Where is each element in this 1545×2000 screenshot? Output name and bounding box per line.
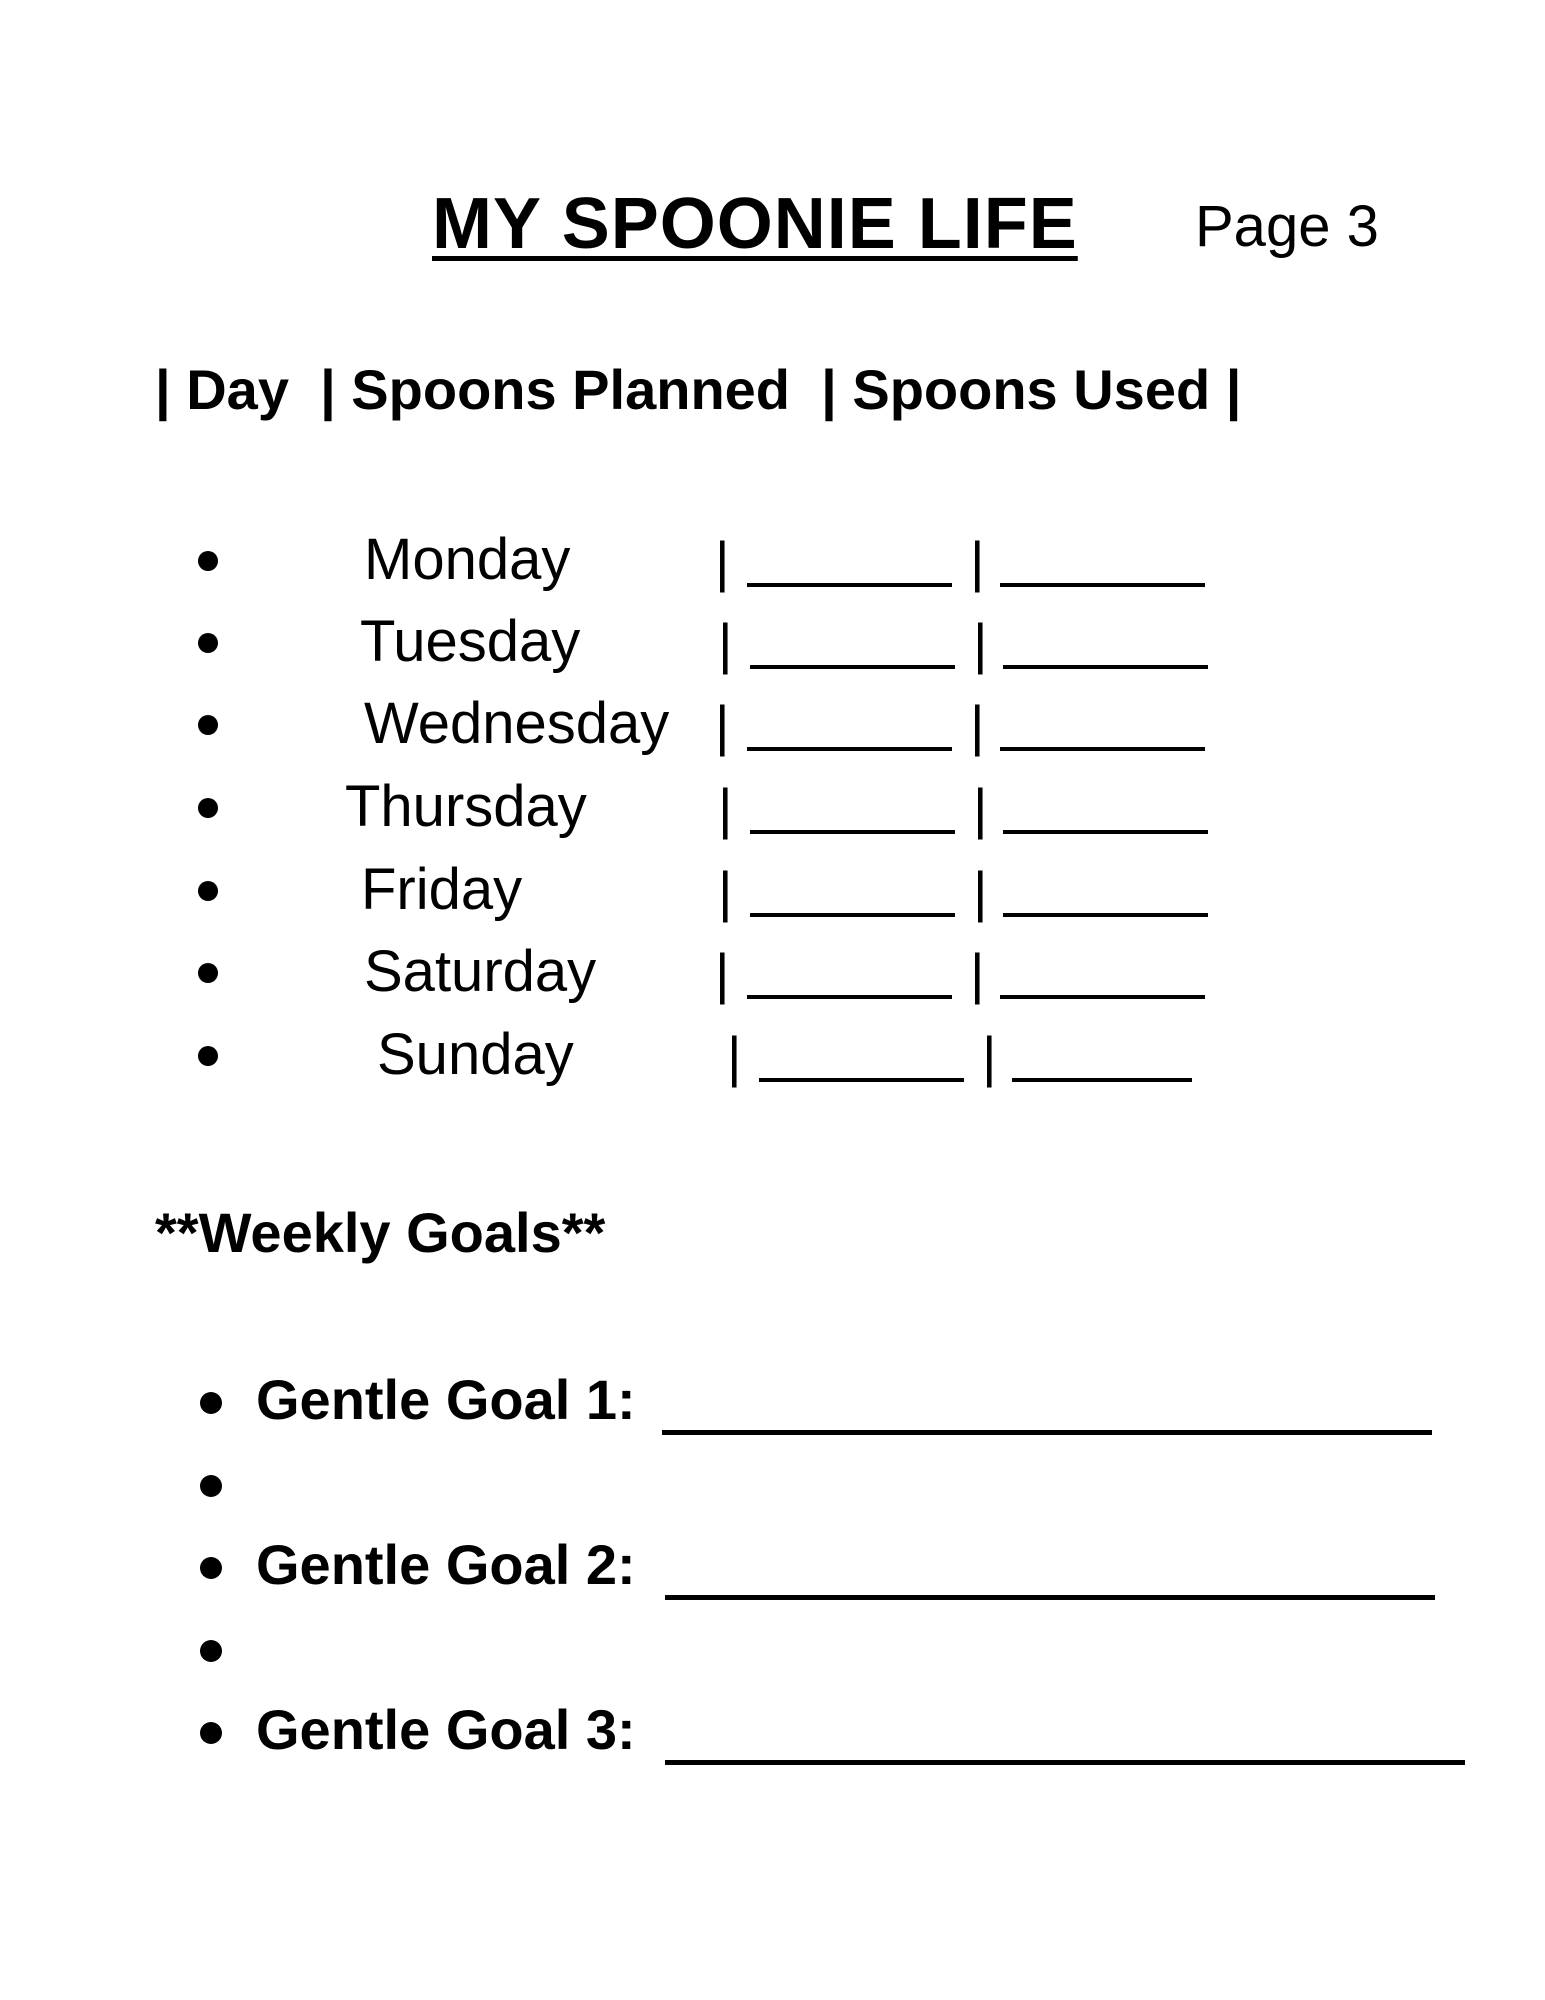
bullet-icon <box>200 1640 222 1662</box>
spoons-used-blank[interactable] <box>1000 747 1205 751</box>
spoons-used-blank[interactable] <box>1000 583 1205 587</box>
bullet-icon <box>198 633 218 653</box>
day-name: Thursday <box>345 774 587 839</box>
column-separator: | <box>727 1025 742 1088</box>
bullet-icon <box>200 1722 222 1744</box>
spoons-planned-blank[interactable] <box>750 913 955 917</box>
day-name: Friday <box>361 857 523 922</box>
spoons-used-blank[interactable] <box>1012 1078 1192 1082</box>
goal-1-blank[interactable] <box>662 1430 1432 1435</box>
day-name: Tuesday <box>360 609 581 674</box>
goal-row-1 <box>0 1360 1545 1440</box>
spoons-used-blank[interactable] <box>1003 830 1208 834</box>
column-separator: | <box>973 777 988 840</box>
page-number: Page 3 <box>1195 194 1379 259</box>
bullet-icon <box>198 551 218 571</box>
page-title: MY SPOONIE LIFE <box>432 184 1078 264</box>
column-separator: | <box>715 694 730 757</box>
goal-label: Gentle Goal 3: <box>256 1698 636 1761</box>
day-row-saturday <box>0 937 1545 1007</box>
day-row-monday <box>0 525 1545 595</box>
spoons-planned-blank[interactable] <box>759 1078 964 1082</box>
spoons-planned-blank[interactable] <box>747 583 952 587</box>
goal-label: Gentle Goal 1: <box>256 1368 636 1431</box>
column-separator: | <box>970 694 985 757</box>
day-row-friday <box>0 855 1545 925</box>
weekly-goals-heading: **Weekly Goals** <box>155 1201 606 1264</box>
column-separator: | <box>715 530 730 593</box>
bullet-icon <box>198 881 218 901</box>
day-name: Wednesday <box>364 691 670 756</box>
day-row-tuesday <box>0 607 1545 677</box>
table-header: | Day | Spoons Planned | Spoons Used | <box>155 358 1242 421</box>
column-separator: | <box>970 942 985 1005</box>
column-separator: | <box>973 612 988 675</box>
spoons-planned-blank[interactable] <box>747 747 952 751</box>
day-name: Saturday <box>364 939 597 1004</box>
column-separator: | <box>718 860 733 923</box>
day-name: Monday <box>364 527 571 592</box>
empty-bullet-row <box>0 1443 1545 1523</box>
spoons-used-blank[interactable] <box>1003 665 1208 669</box>
column-separator: | <box>982 1025 997 1088</box>
bullet-icon <box>198 715 218 735</box>
column-separator: | <box>715 942 730 1005</box>
spoons-planned-blank[interactable] <box>750 830 955 834</box>
bullet-icon <box>200 1392 222 1414</box>
column-separator: | <box>718 612 733 675</box>
bullet-icon <box>200 1557 222 1579</box>
bullet-icon <box>198 1046 218 1066</box>
bullet-icon <box>198 798 218 818</box>
day-name: Sunday <box>377 1022 574 1087</box>
goal-2-blank[interactable] <box>665 1595 1435 1600</box>
goal-row-3 <box>0 1690 1545 1770</box>
day-row-sunday <box>0 1020 1545 1090</box>
spoons-planned-blank[interactable] <box>747 995 952 999</box>
spoons-used-blank[interactable] <box>1000 995 1205 999</box>
column-separator: | <box>970 530 985 593</box>
day-row-wednesday <box>0 689 1545 759</box>
empty-bullet-row <box>0 1608 1545 1688</box>
goal-label: Gentle Goal 2: <box>256 1533 636 1596</box>
bullet-icon <box>200 1475 222 1497</box>
spoons-used-blank[interactable] <box>1003 913 1208 917</box>
day-row-thursday <box>0 772 1545 842</box>
goal-3-blank[interactable] <box>665 1760 1465 1765</box>
bullet-icon <box>198 963 218 983</box>
spoons-planned-blank[interactable] <box>750 665 955 669</box>
column-separator: | <box>973 860 988 923</box>
goal-row-2 <box>0 1525 1545 1605</box>
column-separator: | <box>718 777 733 840</box>
